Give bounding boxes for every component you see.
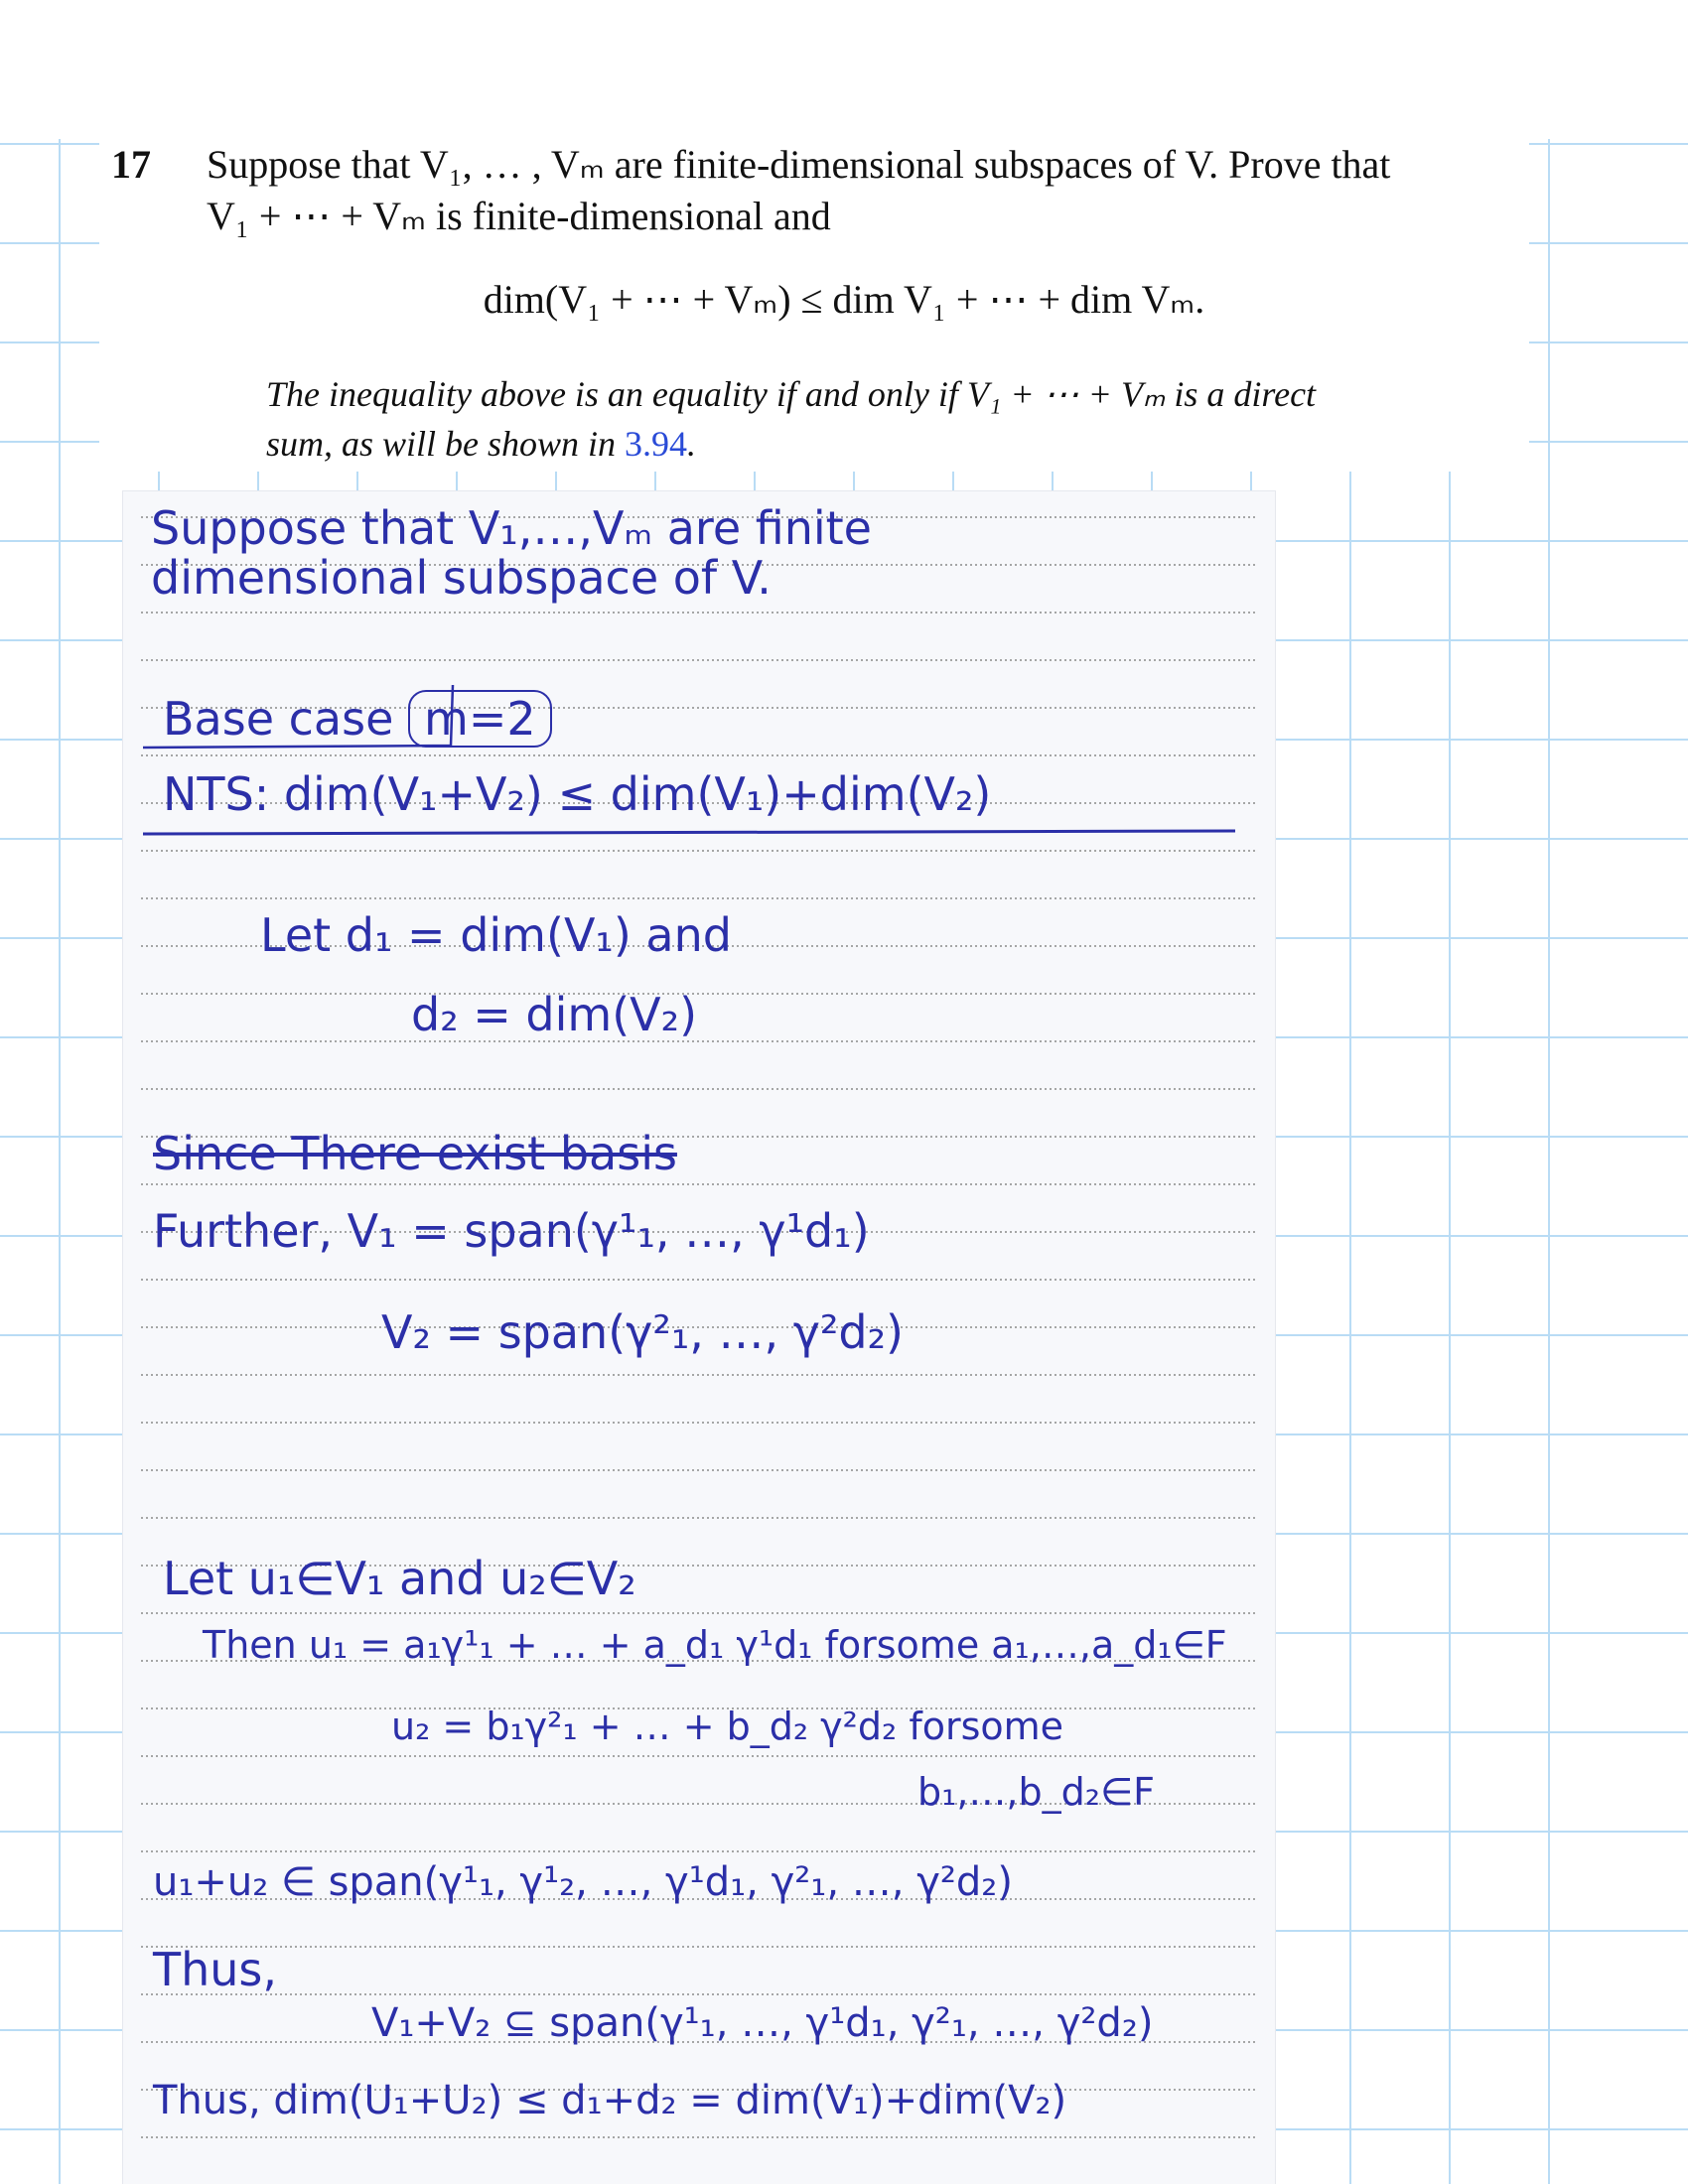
hw-line-d2: d₂ = dim(V₂) <box>411 988 698 1041</box>
exercise-statement-line-1: Suppose that V₁, … , Vₘ are finite-dimensional subspaces of V. Prove that <box>207 142 1391 187</box>
hw-line-then-u1: Then u₁ = a₁γ¹₁ + … + a_d₁ γ¹d₁ forsome a₁,…,a_d₁∈F <box>203 1623 1227 1667</box>
dimension-inequality: dim(V₁ + ⋯ + Vₘ) ≤ dim V₁ + ⋯ + dim Vₘ. <box>483 277 1205 322</box>
hw-line-b-coefficients: b₁,…,b_d₂∈F <box>917 1770 1155 1814</box>
printed-exercise <box>0 0 1688 467</box>
hw-line-further-v1-span: Further, V₁ = span(γ¹₁, …, γ¹d₁) <box>153 1204 870 1258</box>
hw-line-nts: NTS: dim(V₁+V₂) ≤ dim(V₁)+dim(V₂) <box>163 767 992 821</box>
hw-line-v1-plus-v2-subset: V₁+V₂ ⊆ span(γ¹₁, …, γ¹d₁, γ²₁, …, γ²d₂) <box>371 2000 1154 2046</box>
remark-line-2-prefix: sum, as will be shown in <box>266 424 626 464</box>
handwritten-proof-photo <box>123 491 1275 2184</box>
hw-line-base-case <box>163 690 1275 748</box>
exercise-statement-line-2: V₁ + ⋯ + Vₘ is finite-dimensional and <box>207 194 831 238</box>
hw-line-let-d1: Let d₁ = dim(V₁) and <box>260 908 732 962</box>
remark-line-1: The inequality above is an equality if and only if V₁ + ⋯ + Vₘ is a direct <box>266 374 1317 414</box>
hw-line-thus-dim-inequality: Thus, dim(U₁+U₂) ≤ d₁+d₂ = dim(V₁)+dim(V₂) <box>153 2078 1067 2123</box>
hw-line-struck-since: Since There exist basis <box>153 1127 677 1180</box>
hw-line-u1-plus-u2-span: u₁+u₂ ∈ span(γ¹₁, γ¹₂, …, γ¹d₁, γ²₁, …, γ²d₂) <box>153 1859 1013 1905</box>
nts-underline <box>143 831 1235 834</box>
hw-line-u2: u₂ = b₁γ²₁ + … + b_d₂ γ²d₂ forsome <box>391 1705 1064 1748</box>
hw-line-thus-1: Thus, <box>153 1943 277 1996</box>
base-case-label: Base case <box>163 692 394 746</box>
hw-line-dimensional: dimensional subspace of V. <box>151 551 772 605</box>
base-case-m-equals-2: m=2 <box>408 690 552 748</box>
exercise-number: 17 <box>111 142 151 187</box>
reference-link-3-94[interactable]: 3.94 <box>625 424 688 464</box>
hw-line-v2-span: V₂ = span(γ²₁, …, γ²d₂) <box>381 1305 904 1359</box>
remark-line-2-suffix: . <box>687 424 697 464</box>
hw-line-suppose: Suppose that V₁,…,Vₘ are finite <box>151 501 872 555</box>
remark-line-2 <box>266 423 696 465</box>
hw-line-let-u1-u2: Let u₁∈V₁ and u₂∈V₂ <box>163 1552 636 1605</box>
